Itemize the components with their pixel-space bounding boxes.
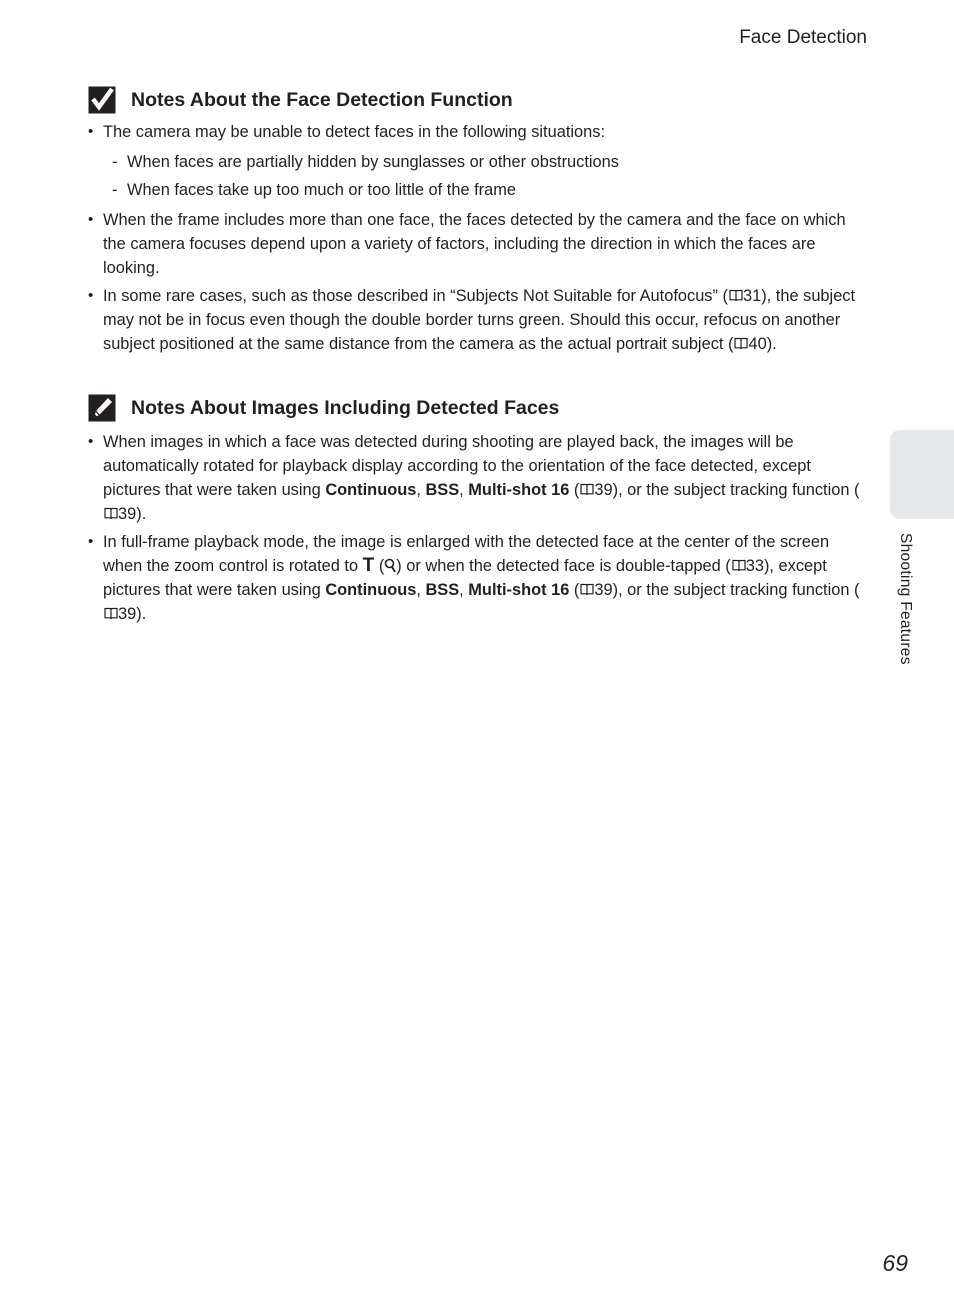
section-title: Notes About Images Including Detected Faces bbox=[131, 396, 560, 419]
bold-term: Multi-shot 16 bbox=[468, 581, 570, 599]
section-images-faces-notes bbox=[88, 393, 868, 626]
text-run: , bbox=[459, 581, 469, 599]
bullet-list bbox=[88, 120, 868, 356]
text-run: , bbox=[416, 581, 426, 599]
page-ref: 39 bbox=[594, 581, 613, 599]
sub-list-item: - When faces take up too much or too little of the frame bbox=[103, 176, 868, 204]
chapter-tab bbox=[890, 430, 954, 519]
book-reference-icon bbox=[580, 583, 594, 596]
bold-term: BSS bbox=[425, 581, 460, 599]
book-reference-icon bbox=[729, 289, 743, 302]
list-item bbox=[88, 284, 868, 356]
text-run: ). bbox=[766, 335, 777, 353]
page-ref: 39 bbox=[118, 605, 137, 623]
page-ref: 31 bbox=[742, 287, 762, 305]
pencil-note-icon bbox=[88, 394, 116, 422]
book-reference-icon bbox=[104, 507, 118, 520]
text-run: , bbox=[416, 481, 426, 499]
sub-list-item: - When faces are partially hidden by sunglasses or other obstructions bbox=[103, 148, 868, 176]
bold-term: Multi-shot 16 bbox=[468, 481, 570, 499]
text-run: ( bbox=[374, 557, 385, 575]
text-run: ( bbox=[569, 481, 580, 499]
bold-term: Continuous bbox=[325, 581, 417, 599]
magnify-icon bbox=[384, 558, 396, 573]
section-heading bbox=[88, 85, 868, 115]
book-reference-icon bbox=[104, 607, 118, 620]
book-reference-icon bbox=[734, 337, 748, 350]
text-run: ( bbox=[569, 581, 580, 599]
text-run: ). bbox=[136, 505, 147, 523]
book-reference-icon bbox=[732, 559, 746, 572]
list-item: • When the frame includes more than one face, the faces detected by the camera and the face on which the camera focuses depend upon a variety of factors, including the direction in which the faces are looking. bbox=[88, 208, 868, 280]
page-ref: 39 bbox=[594, 481, 613, 499]
chapter-label: Shooting Features bbox=[897, 533, 914, 665]
running-header: Face Detection bbox=[739, 27, 867, 48]
book-reference-icon bbox=[580, 483, 594, 496]
checkmark-note-icon bbox=[88, 86, 116, 114]
text-run: ), the subject may not be in focus even though the double border turns green. Should this occur, refocus on another subject positioned at the same distance from the camera as the actual portrait subject ( bbox=[103, 287, 856, 353]
section-face-detection-notes bbox=[88, 85, 868, 356]
text-run: In some rare cases, such as those described in “Subjects Not Suitable for Autofocus” ( bbox=[103, 287, 728, 305]
text-run: , bbox=[459, 481, 469, 499]
text-run: When images in which a face was detected during shooting are played back, the images will be automatically rotated for playback display according to the orientation of the face detected, except pictures that were taken using bbox=[103, 433, 811, 499]
text-run: ) or when the detected face is double-tapped ( bbox=[396, 557, 731, 575]
zoom-tele-glyph: T bbox=[362, 555, 375, 576]
page-number: 69 bbox=[882, 1250, 908, 1276]
list-item bbox=[88, 120, 868, 204]
page-ref: 40 bbox=[748, 335, 767, 353]
list-item bbox=[88, 430, 868, 526]
section-title: Notes About the Face Detection Function bbox=[131, 88, 513, 111]
text-run: ). bbox=[136, 605, 147, 623]
bullet-list bbox=[88, 430, 868, 626]
text-run: In full-frame playback mode, the image is enlarged with the detected face at the center of the screen when the zoom control is rotated to bbox=[103, 533, 830, 575]
text-run: ), or the subject tracking function ( bbox=[612, 481, 860, 499]
bold-term: Continuous bbox=[325, 481, 417, 499]
text-run: ), except pictures that were taken using bbox=[103, 557, 827, 599]
section-heading bbox=[88, 393, 868, 423]
page-ref: 39 bbox=[118, 505, 137, 523]
page-ref: 33 bbox=[745, 557, 764, 575]
sub-list bbox=[103, 148, 868, 204]
list-item bbox=[88, 530, 868, 626]
bullet-text: The camera may be unable to detect faces in the following situations: bbox=[103, 123, 606, 141]
text-run: ), or the subject tracking function ( bbox=[612, 581, 860, 599]
bold-term: BSS bbox=[425, 481, 460, 499]
